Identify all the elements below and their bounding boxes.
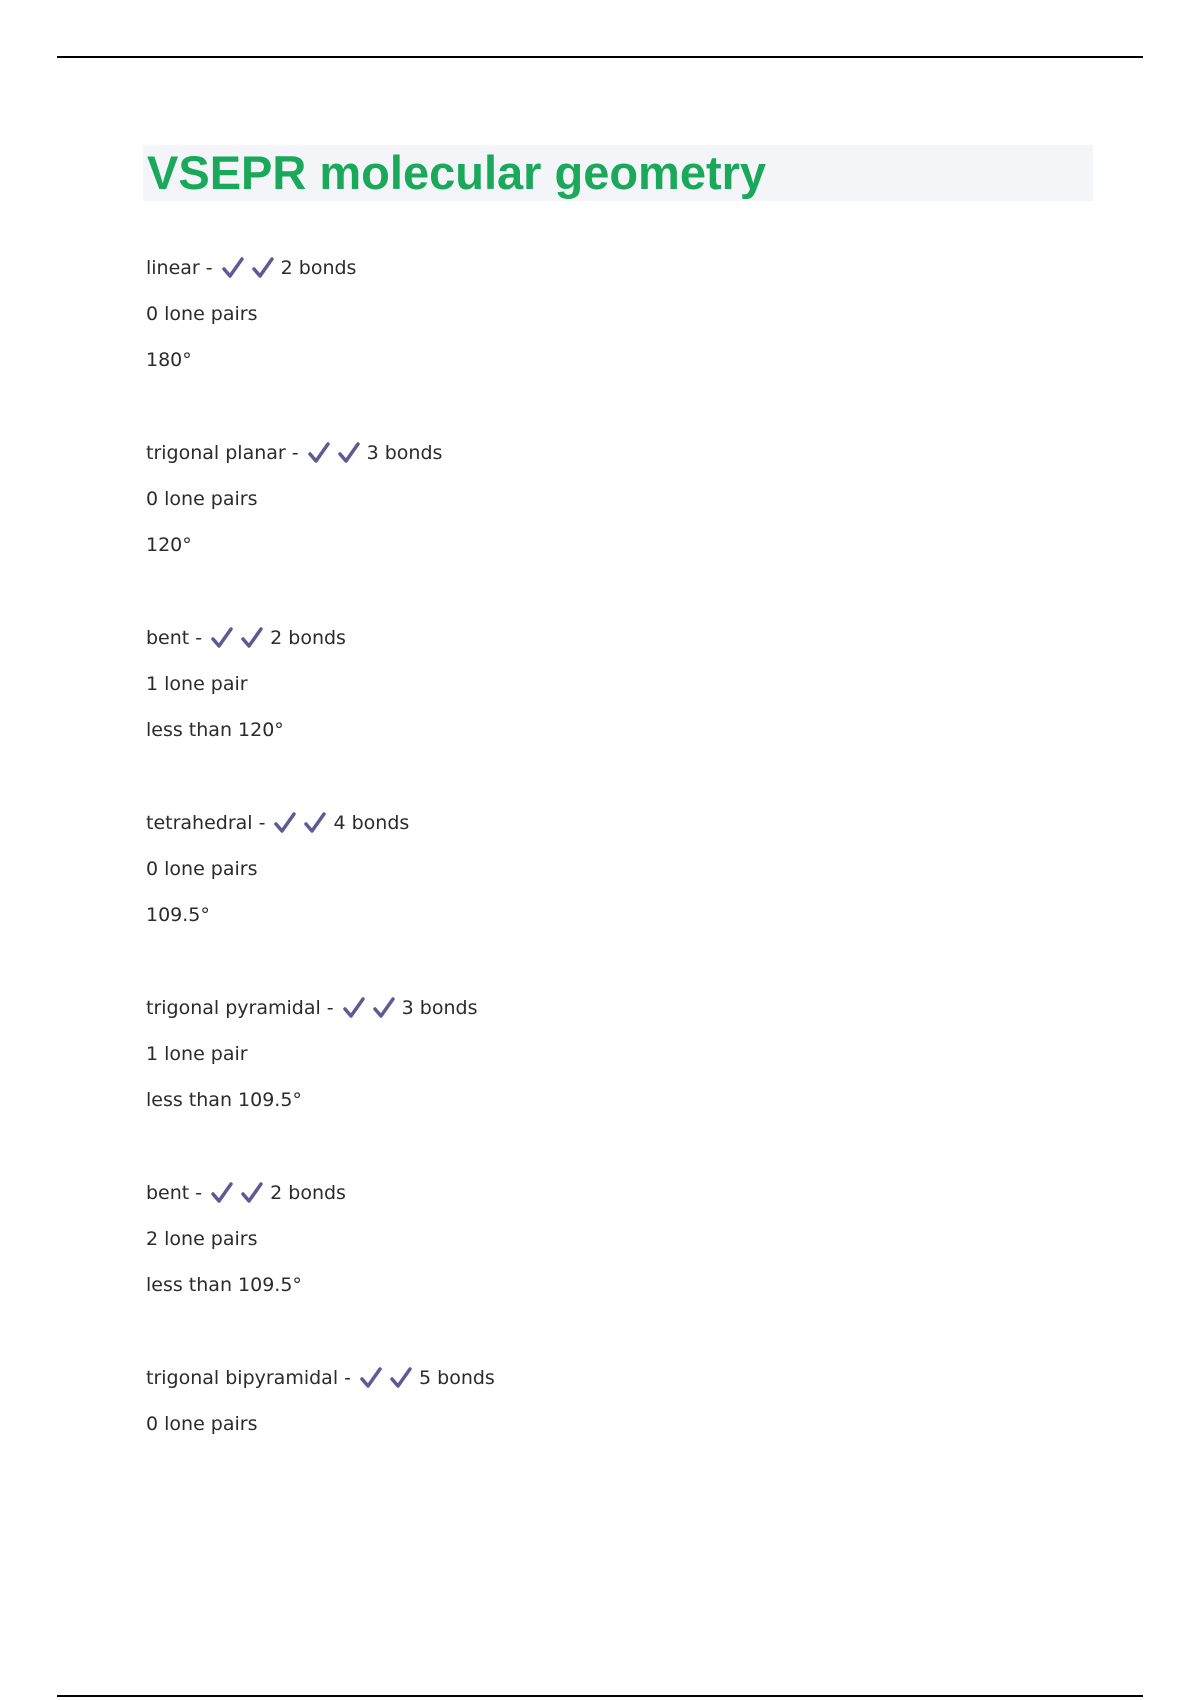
entry-term: linear - — [146, 257, 213, 279]
entry-bent-2 — [146, 1170, 1046, 1355]
check-icons — [307, 441, 361, 465]
entry-bonds: 3 bonds — [401, 997, 478, 1019]
entry-term-line — [146, 1355, 1046, 1401]
entry-term: bent - — [146, 1182, 203, 1204]
entry-term: trigonal planar - — [146, 442, 299, 464]
check-icon — [303, 811, 327, 835]
check-icon — [210, 626, 234, 650]
entry-bonds: 2 bonds — [270, 627, 346, 649]
entry-bent-1 — [146, 615, 1046, 800]
check-icons — [359, 1366, 413, 1390]
entries-list — [146, 245, 1046, 1540]
entry-bonds: 5 bonds — [419, 1367, 495, 1389]
check-icon — [372, 996, 396, 1020]
check-icons — [210, 626, 264, 650]
entry-angle: 109.5° — [146, 904, 210, 926]
top-rule — [57, 56, 1143, 58]
entry-lone-pairs: 0 lone pairs — [146, 488, 258, 510]
check-icon — [342, 996, 366, 1020]
check-icons — [221, 256, 275, 280]
check-icon — [210, 1181, 234, 1205]
entry-term-line — [146, 1170, 1046, 1216]
check-icon — [221, 256, 245, 280]
entry-angle: 180° — [146, 349, 192, 371]
entry-angle: less than 109.5° — [146, 1089, 302, 1111]
check-icons — [210, 1181, 264, 1205]
entry-bonds: 2 bonds — [280, 257, 357, 279]
entry-term: bent - — [146, 627, 203, 649]
check-icon — [307, 441, 331, 465]
check-icon — [251, 256, 275, 280]
entry-lone-pairs: 1 lone pair — [146, 673, 248, 695]
entry-linear — [146, 245, 1046, 430]
entry-angle: less than 109.5° — [146, 1274, 302, 1296]
entry-term-line — [146, 800, 1046, 846]
check-icon — [389, 1366, 413, 1390]
check-icon — [273, 811, 297, 835]
check-icons — [273, 811, 327, 835]
document-title: VSEPR molecular geometry — [147, 146, 767, 199]
entry-tetrahedral — [146, 800, 1046, 985]
entry-angle: less than 120° — [146, 719, 284, 741]
entry-term-line — [146, 985, 1046, 1031]
check-icon — [359, 1366, 383, 1390]
entry-term: trigonal pyramidal - — [146, 997, 334, 1019]
check-icon — [337, 441, 361, 465]
entry-lone-pairs: 2 lone pairs — [146, 1228, 258, 1250]
check-icon — [240, 626, 264, 650]
entry-trigonal-bipyramidal — [146, 1355, 1046, 1540]
entry-trigonal-pyramidal — [146, 985, 1046, 1170]
entry-bonds: 4 bonds — [333, 812, 410, 834]
entry-angle: 120° — [146, 534, 192, 556]
entry-term-line — [146, 245, 1046, 291]
bottom-rule — [57, 1695, 1143, 1697]
entry-term: trigonal bipyramidal - — [146, 1367, 351, 1389]
entry-bonds: 3 bonds — [366, 442, 443, 464]
check-icons — [342, 996, 396, 1020]
entry-trigonal-planar — [146, 430, 1046, 615]
entry-lone-pairs: 0 lone pairs — [146, 858, 258, 880]
entry-term-line — [146, 430, 1046, 476]
entry-lone-pairs: 0 lone pairs — [146, 1413, 258, 1435]
entry-lone-pairs: 1 lone pair — [146, 1043, 248, 1065]
entry-term: tetrahedral - — [146, 812, 266, 834]
entry-bonds: 2 bonds — [270, 1182, 346, 1204]
entry-term-line — [146, 615, 1046, 661]
entry-lone-pairs: 0 lone pairs — [146, 303, 258, 325]
check-icon — [240, 1181, 264, 1205]
